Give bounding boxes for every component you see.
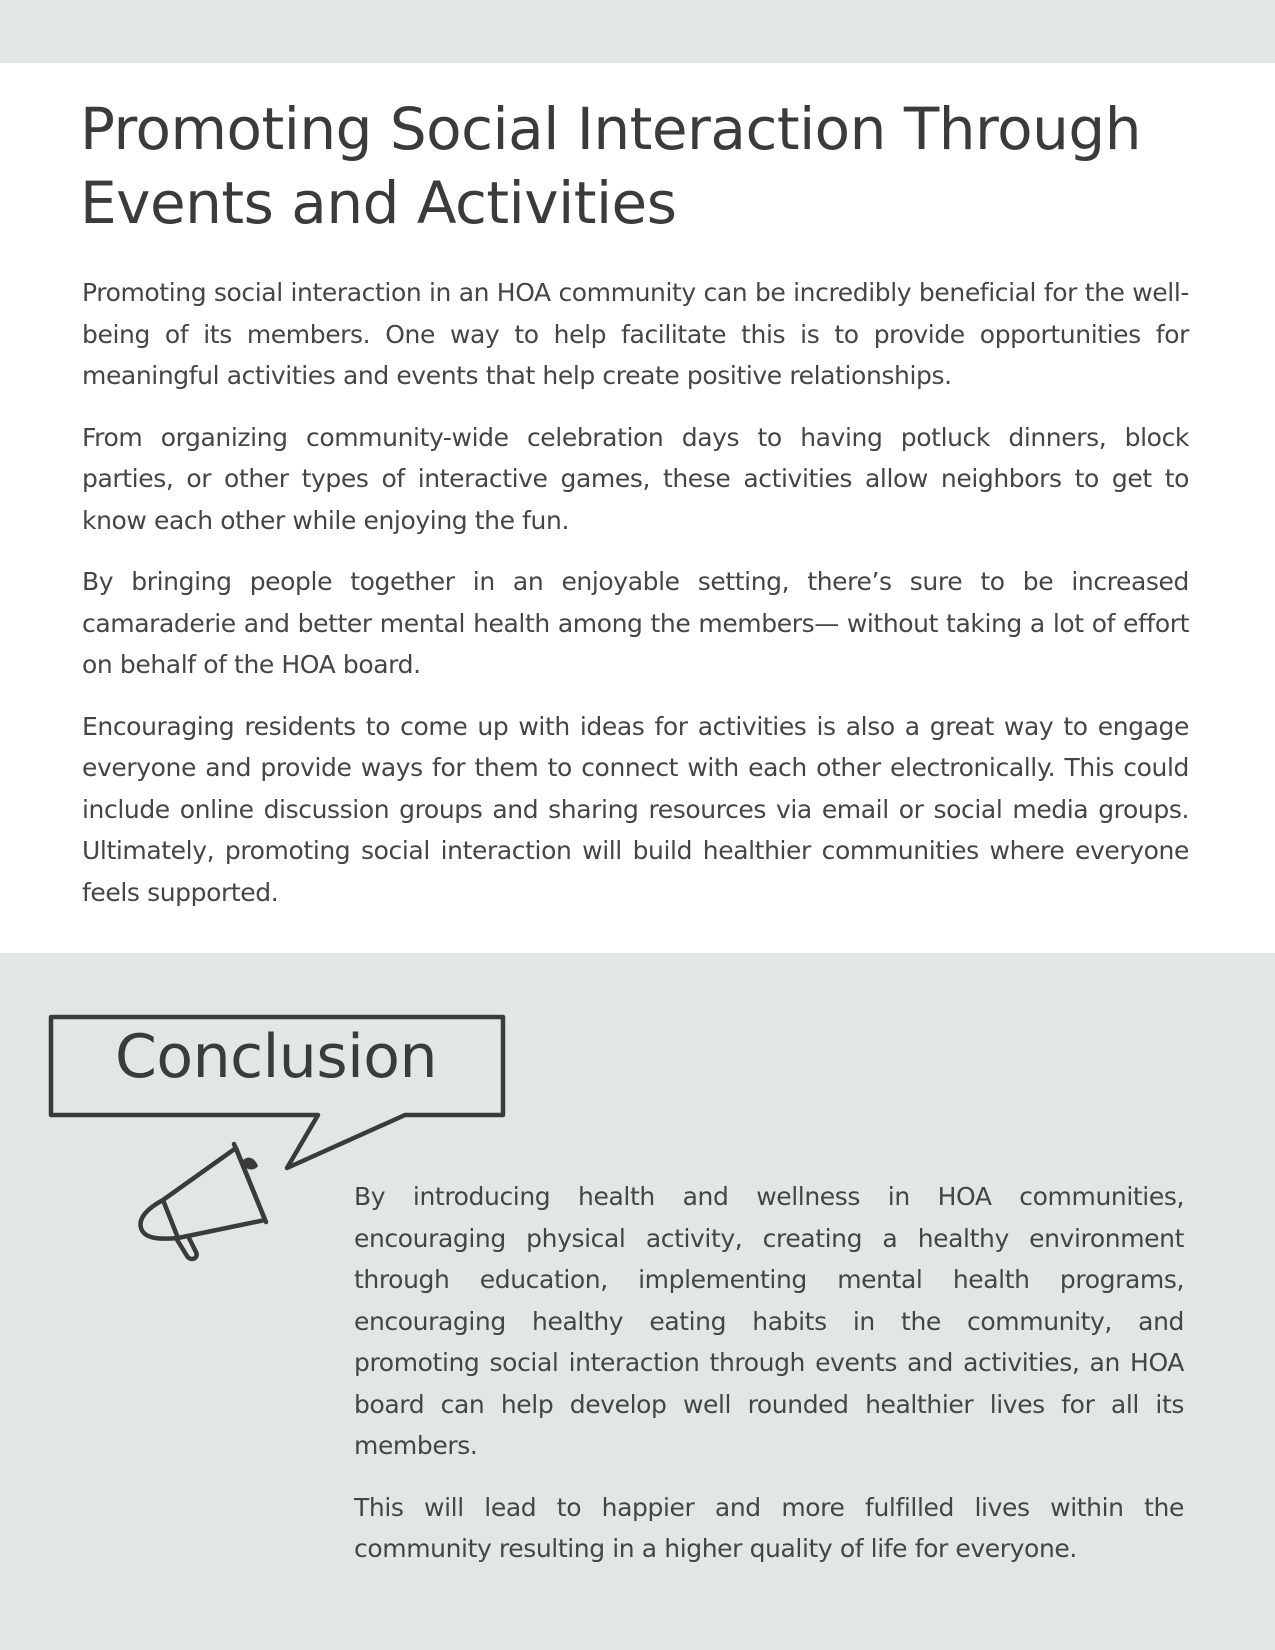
conclusion-body: [354, 1176, 1184, 1590]
conclusion-heading: Conclusion: [115, 1022, 437, 1092]
article-paragraph: By bringing people together in an enjoyable setting, there’s sure to be increased camaraderie and better mental health among the members— without taking a lot of effort on behalf of the HOA board.: [82, 567, 1189, 679]
article-paragraph: From organizing community-wide celebration days to having potluck dinners, block parties, or other types of interactive games, these activities allow neighbors to get to know each other while enjoying the fun.: [82, 422, 1189, 535]
article-paragraph: Promoting social interaction in an HOA community can be incredibly beneficial for the well-being of its members. One way to help facilitate this is to provide opportunities for meaningful activities and events that help create positive relationships.: [82, 278, 1189, 390]
conclusion-paragraph: This will lead to happier and more fulfilled lives within the community resulting in a higher quality of life for everyone.: [354, 1492, 1184, 1563]
page-title: Promoting Social Interaction Through Events and Activities: [80, 95, 1141, 237]
conclusion-paragraph: By introducing health and wellness in HOA communities, encouraging physical activity, creating a healthy environment through education, implementing mental health programs, encouraging healthy eating habits in the community, and promoting social interaction through events and activities, an HOA board can help develop well rounded healthier lives for all its members.: [354, 1182, 1184, 1460]
article-paragraph: Encouraging residents to come up with ideas for activities is also a great way to engage everyone and provide ways for them to connect with each other electronically. This could include online discussion groups and sharing resources via email or social media groups. Ultimately, promoting social interaction will build healthier communities where everyone feels supported.: [82, 711, 1189, 907]
